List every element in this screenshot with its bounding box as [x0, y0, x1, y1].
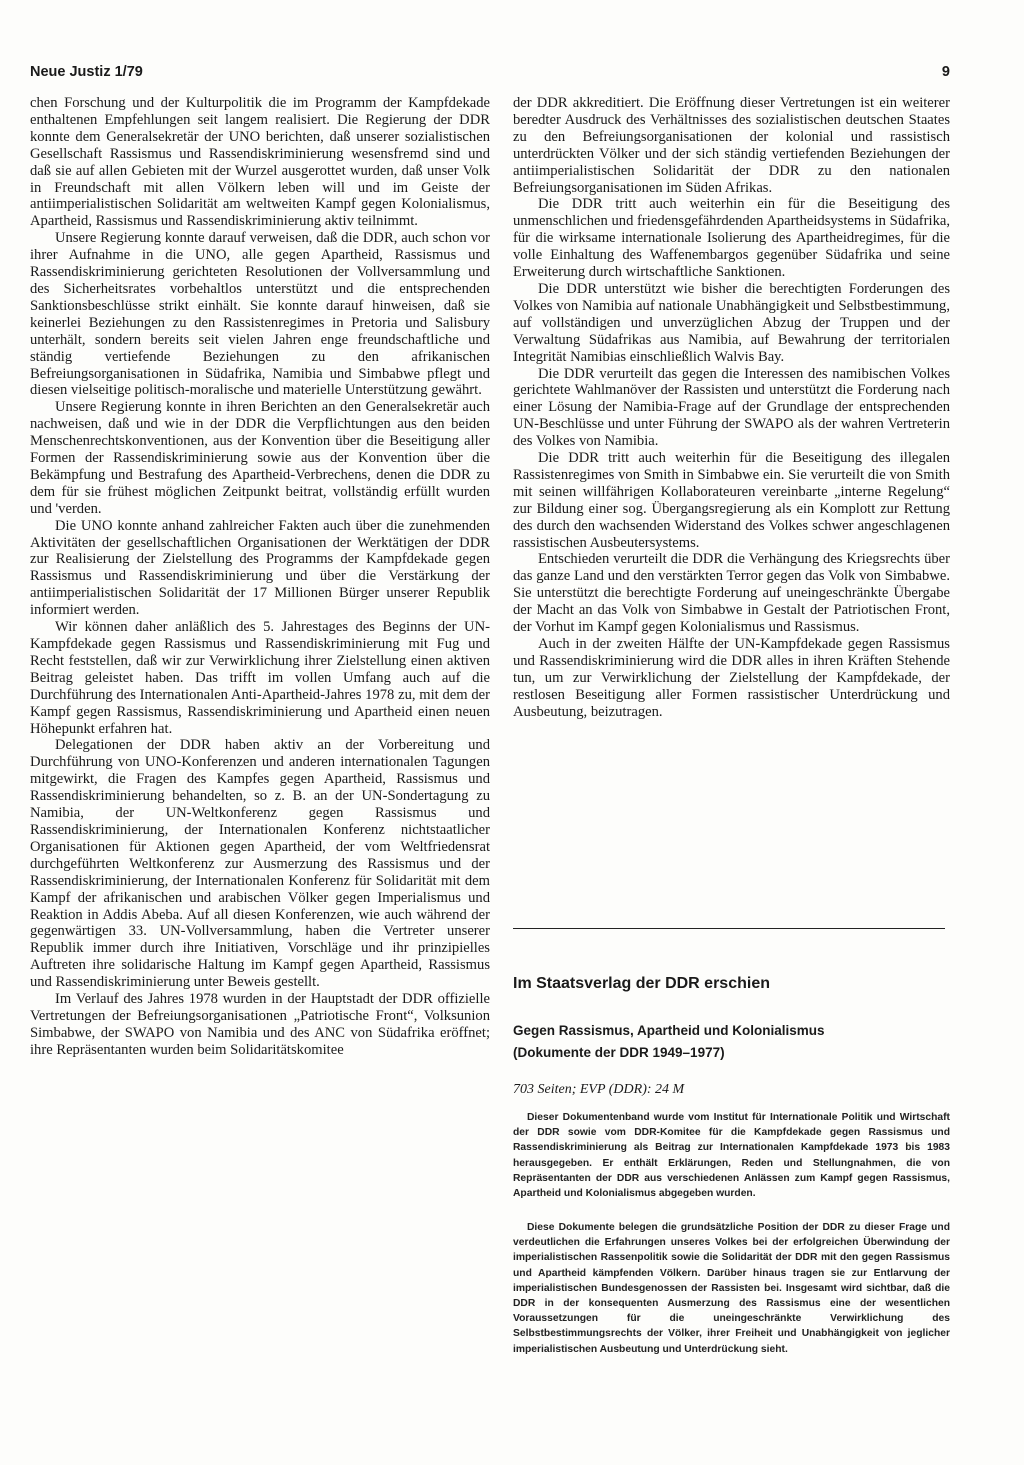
- right-column: [513, 95, 950, 721]
- paragraph: Die DDR verurteilt das gegen die Interessen des namibischen Volkes gerichtete Wahlmanöver der Rassisten und unterstützt die Forderung nach einer Lösung der Namibia-Frage auf der Grundlage der entsprechenden UN-Beschlüsse und unter Führung der SWAPO als der wahren Vertreterin des Volkes von Namibia.: [513, 365, 950, 450]
- page-number: 9: [941, 64, 950, 80]
- paragraph: Entschieden verurteilt die DDR die Verhängung des Kriegsrechts über das ganze Land und den verstärkten Terror gegen das Volk von Simbabwe. Sie unterstützt die berechtigte Forderung auf uneingeschränkte Übergabe der Macht an das Volk von Simbabwe in Gestalt der Patriotischen Front, der Vorhut im Kampf gegen Kolonialismus und Rassismus.: [513, 551, 950, 636]
- book-title: [513, 1020, 950, 1064]
- book-description: [513, 1110, 950, 1201]
- section-divider: [513, 928, 945, 929]
- book-title-line: Gegen Rassismus, Apartheid und Kolonialismus: [513, 1023, 825, 1038]
- paragraph: Die UNO konnte anhand zahlreicher Fakten auch über die zunehmenden Aktivitäten der gesellschaftlichen Organisationen der Werktätigen der DDR zur Realisierung der Zielstellung des Programms der Kampfdekade gegen Rassismus und Rassendiskriminierung und über die Verstärkung der antiimperialistischen Solidarität der 17 Millionen Bürger unserer Republik informiert werden.: [30, 517, 490, 619]
- publication-heading: Im Staatsverlag der DDR erschien: [513, 975, 770, 992]
- paragraph: der DDR akkreditiert. Die Eröffnung dieser Vertretungen ist ein weiterer beredter Ausdruck des Verhältnisses des sozialistischen deutschen Staates zu den Befreiungsorganisationen der kolonial und rassistisch unterdrückten Völker und der sich ständig vertiefenden Beziehungen der antiimperialistischen Solidarität der DDR zu den nationalen Befreiungsorganisationen im Süden Afrikas.: [513, 95, 950, 196]
- paragraph: Die DDR tritt auch weiterhin für die Beseitigung des illegalen Rassistenregimes von Smith in Simbabwe ein. Sie verurteilt die von Smith mit seinen willfährigen Kollaborateuren vereinbarte „interne Regelung“ zur Bildung einer sog. Übergangsregierung als ein Komplott zur Rettung des durch den wachsenden Widerstand des Volkes schwer angeschlagenen rassistischen Ausbeutersystems.: [513, 450, 950, 551]
- paragraph: Unsere Regierung konnte in ihren Berichten an den Generalsekretär auch nachweisen, daß und wie in der DDR die Verpflichtungen aus den beiden Menschenrechtskonventionen, aus der Konvention über die Beseitigung aller Formen der Rassendiskriminierung sowie aus der Konvention über die Bekämpfung und Bestrafung des Apartheid-Verbrechens, denen die DDR zu dem für sie frühest möglichen Zeitpunkt beitrat, vollständig erfüllt wurden und 'verden.: [30, 399, 490, 517]
- journal-title: Neue Justiz 1/79: [30, 64, 143, 80]
- paragraph: Die DDR tritt auch weiterhin ein für die Beseitigung des unmenschlichen und friedensgefährdenden Apartheidsystems in Südafrika, für die wirksame internationale Isolierung des Apartheidregimes, für die volle Einhaltung des Waffenembargos gegenüber Südafrika und seine Erweiterung durch wirtschaftliche Sanktionen.: [513, 196, 950, 281]
- book-title-line: (Dokumente der DDR 1949–1977): [513, 1045, 725, 1060]
- paragraph: Unsere Regierung konnte darauf verweisen, daß die DDR, auch schon vor ihrer Aufnahme in die UNO, alle gegen Apartheid, Rassismus und Rassendiskriminierung gerichteten Resolutionen der Vollversammlung und des Sicherheitsrates vorbehaltlos unterstützt und die entsprechenden Sanktionsbeschlüsse strikt einhält. Sie konnte darauf hinweisen, daß sie keinerlei Beziehungen zu den Rassistenregimes in Pretoria und Salisbury unterhält, sondern bereits seit vielen Jahren enge freundschaftliche und ständig vertiefende Beziehungen zu den afrikanischen Befreiungsorganisationen in Südafrika, Namibia und Simbabwe pflegt und diesen vielseitige politisch-moralische und materielle Unterstützung gewährt.: [30, 230, 490, 399]
- description-paragraph: Dieser Dokumentenband wurde vom Institut für Internationale Politik und Wirtschaft der DDR sowie vom DDR-Komitee für die Kampfdekade gegen Rassismus und Rassendiskriminierung als Beitrag zur Internationalen Kampfdekade 1973 bis 1983 herausgegeben. Er enthält Erklärungen, Reden und Stellungnahmen, die von Repräsentanten der DDR aus verschiedenen Anlässen zum Kampf gegen Rassismus, Apartheid und Kolonialismus abgegeben wurden.: [513, 1112, 950, 1200]
- paragraph: Auch in der zweiten Hälfte der UN-Kampfdekade gegen Rassismus und Rassendiskriminierung wird die DDR alles in ihren Kräften Stehende tun, um zur Verwirklichung der Zielstellung der Kampfdekade, der restlosen Beseitigung aller Formen rassistischer Unterdrückung und Ausbeutung, beizutragen.: [513, 636, 950, 720]
- description-paragraph: Diese Dokumente belegen die grundsätzliche Position der DDR zu dieser Frage und verdeutlichen die Erfahrungen unseres Volkes bei der erfolgreichen Überwindung der imperialistischen Rassenpolitik sowie die Solidarität der DDR mit den gegen Rassismus und Apartheid kämpfenden Völkern. Darüber hinaus tragen sie zur Entlarvung der imperialistischen Bundesgenossen der Rassisten bei. Insgesamt wird sichtbar, daß die DDR in der konsequenten Ausmerzung des Rassismus eine der wesentlichen Voraussetzungen für die uneingeschränkte Verwirklichung des Selbstbestimmungsrechts der Völker, ihrer Freiheit und Unabhängigkeit von jeglicher imperialistischen Ausbeutung und Unterdrückung sieht.: [513, 1222, 950, 1355]
- paragraph: Delegationen der DDR haben aktiv an der Vorbereitung und Durchführung von UNO-Konferenzen und anderen internationalen Tagungen mitgewirkt, die Fragen des Kampfes gegen Apartheid, Rassismus und Rassendiskriminierung behandelten, so z. B. an der UN-Sondertagung zu Namibia, der UN-Weltkonferenz gegen Rassismus und Rassendiskriminierung, der Internationalen Konferenz nichtstaatlicher Organisationen für Aktionen gegen Apartheid, der vom Weltfriedensrat durchgeführten Weltkonferenz zur Ausmerzung des Rassismus und der Rassendiskriminierung, der Internationalen Konferenz für Solidarität mit dem Kampf der afrikanischen und arabischen Völker gegen Imperialismus und Reaktion in Addis Abeba. Auf all diesen Konferenzen, wie auch während der gegenwärtigen 33. UN-Vollversammlung, haben die Vertreter unserer Republik immer durch ihre Initiativen, Vorschläge und ihr prinzipielles Auftreten ihre solidarische Haltung im Kampf gegen Apartheid, Rassismus und Rassendiskriminierung unter Beweis gestellt.: [30, 737, 490, 991]
- paragraph: Im Verlauf des Jahres 1978 wurden in der Hauptstadt der DDR offizielle Vertretungen der Befreiungsorganisationen „Patriotische Front“, Volksunion Simbabwe, der SWAPO von Namibia und des ANC von Südafrika eröffnet; ihre Repräsentanten wurden beim Solidaritätskomitee: [30, 991, 490, 1058]
- paragraph: chen Forschung und der Kulturpolitik die im Programm der Kampfdekade enthaltenen Empfehlungen seit langem realisiert. Die Regierung der DDR konnte dem Generalsekretär der UNO berichten, daß unserer sozialistischen Gesellschaft Rassismus und Rassendiskriminierung wesensfremd sind und daß sie auf allen Gebieten mit der Wurzel ausgerottet wurden, daß unser Volk in Freundschaft mit allen Völkern leben will und im Geiste der antiimperialistischen Solidarität am weltweiten Kampf gegen Kolonialismus, Apartheid, Rassismus und Rassendiskriminierung aktiv teilnimmt.: [30, 95, 490, 230]
- left-column: [30, 95, 490, 1059]
- book-info: 703 Seiten; EVP (DDR): 24 M: [513, 1082, 685, 1097]
- paragraph: Die DDR unterstützt wie bisher die berechtigten Forderungen des Volkes von Namibia auf nationale Unabhängigkeit und Selbstbestimmung, auf vollständigen und unverzüglichen Abzug der Truppen und der Verwaltung Südafrikas aus Namibia, auf Bewahrung der territorialen Integrität Namibias einschließlich Walvis Bay.: [513, 280, 950, 365]
- book-description: [513, 1220, 950, 1357]
- page-header: [30, 64, 950, 84]
- paragraph: Wir können daher anläßlich des 5. Jahrestages des Beginns der UN-Kampfdekade gegen Rassismus und Rassendiskriminierung mit Fug und Recht feststellen, daß wir zur Verwirklichung ihrer Zielstellung einen aktiven Beitrag geleistet haben. Das trifft im vollen Umfang auch auf die Durchführung des Internationalen Anti-Apartheid-Jahres 1978 zu, mit dem der Kampf gegen Rassismus, Rassendiskriminierung und Apartheid einen neuen Höhepunkt erfahren hat.: [30, 619, 490, 737]
